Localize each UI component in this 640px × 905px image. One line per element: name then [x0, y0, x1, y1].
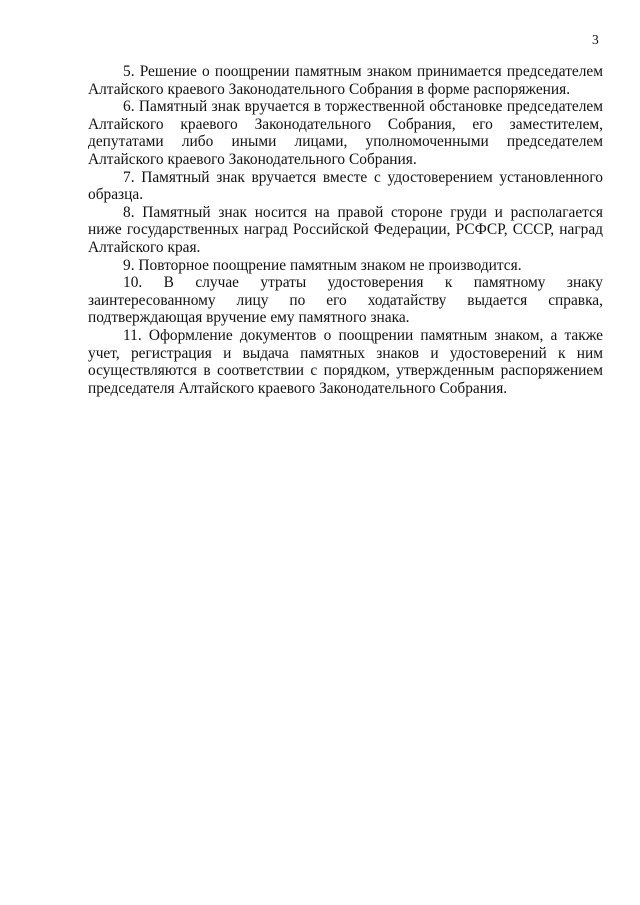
paragraph-5: 5. Решение о поощрении памятным знаком принимается председателем Алтайского краевого Законодательного Собрания в форме распоряжения.	[88, 63, 603, 98]
document-body	[88, 63, 603, 397]
paragraph-10: 10. В случае утраты удостоверения к памятному знаку заинтересованному лицу по его ходатайству выдается справка, подтверждающая вручение ему памятного знака.	[88, 274, 603, 327]
paragraph-11: 11. Оформление документов о поощрении памятным знаком, а также учет, регистрация и выдача памятных знаков и удостоверений к ним осуществляются в соответствии с порядком, утвержденным распоряжением председателя Алтайского краевого Законодательного Собрания.	[88, 326, 603, 397]
paragraph-7: 7. Памятный знак вручается вместе с удостоверением установленного образца.	[88, 168, 603, 204]
paragraph-9: 9. Повторное поощрение памятным знаком не производится.	[123, 256, 522, 274]
page-number: 3	[592, 32, 599, 47]
paragraph-8: 8. Памятный знак носится на правой стороне груди и располагается ниже государственных наград Российской Федерации, РСФСР, СССР, наград Алтайского края.	[88, 203, 603, 256]
paragraph-6: 6. Памятный знак вручается в торжественной обстановке председателем Алтайского краевого Законодательного Собрания, его заместителем, депутатами либо иными лицами, уполномоченными председателем Алтайского краевого Законодательного Собрания.	[88, 98, 603, 168]
